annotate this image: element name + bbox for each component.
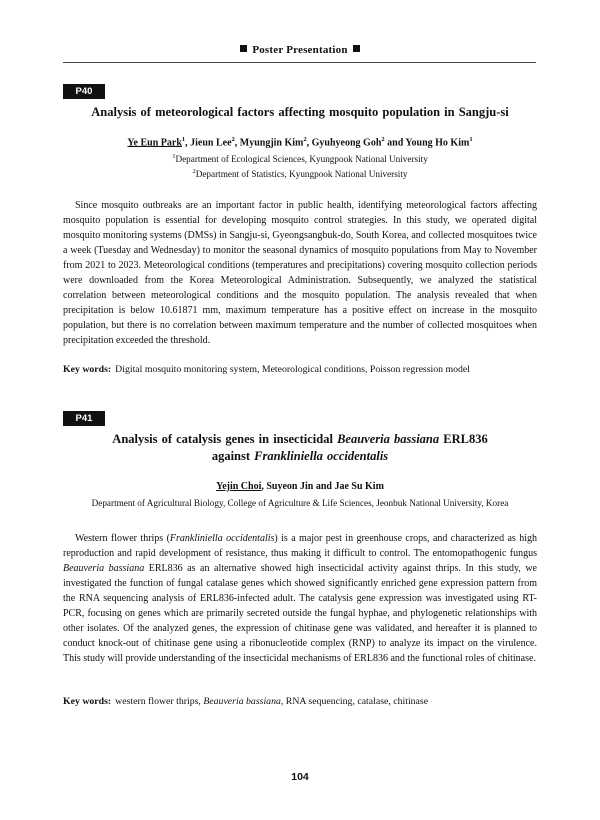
author-sup: 1 (469, 136, 473, 143)
p40-affiliations (30, 151, 570, 180)
abstract-species: Beauveria bassiana (63, 563, 145, 574)
affiliation-line (30, 166, 570, 181)
author-names: , Suyeon Jin and Jae Su Kim (261, 481, 384, 492)
author-sup: 2 (231, 136, 235, 143)
abstract-text: ) is a major pest in greenhouse crops, and characterized as high reproduction and rapid development of resistance, thus making it difficult to control. The entomopathogenic fungus (63, 533, 537, 559)
p40-title: Analysis of meteorological factors affecting mosquito population in Sangju-si (91, 105, 509, 119)
title-species: Beauveria bassiana (337, 432, 440, 446)
abstract-species: Frankliniella occidentalis (169, 533, 275, 544)
p40-keywords (63, 363, 537, 376)
abstract-paragraph: Since mosquito outbreaks are an important factor in public health, identifying meteorological factors affecting mosquito population is essential for developing mosquito control strategies. In this study, we operated digital mosquito monitoring systems (DMSs) in Sangju-si, Gyeongsangbuk-do, South Korea, and collected mosquitoes twice a week (Tuesday and Wednesday) to monitor the seasonal dynamics of mosquito populations from May to November from 2021 to 2023. Meteorological conditions (temperatures and precipitations) covering mosquito collection periods were downloaded from the Korea Meteorological Administration. Subsequently, we analyzed the statistical correlation between meteorological conditions and the mosquito population. The analysis revealed that when precipitation is below 10.61871 mm, maximum temperature has a positive effect on increase in the mosquito population, but there is no correlation between maximum temperature and the number of collected mosquitoes when precipitation exceeded the threshold. (63, 200, 537, 346)
author-name: Ye Eun Park (127, 137, 182, 149)
poster-tag-p40: P40 (63, 84, 105, 99)
abstract-text: ERL836 as an alternative showed high insecticidal activity against thrips. In this study, we investigated the function of fungal catalase genes which showed significantly enriched gene expression pattern from the RNA sequencing analysis of ERL836-infected adult. The catalysis gene expression was investigated using RT-PCR, focusing on genes which are primarily secreted outside the fungal hyphae, and phylogenetic relationships with other isolates. Of the analyzed genes, the expression of chitinase gene was validated, and hereafter it is planned to conduct knock-out of chitinase gene using a ribonucleotide complex (RNP) to analyze its impact on the virulence. This study will provide understanding of the insecticidal mechanisms of ERL836 and the functional roles of chitinase. (63, 563, 538, 664)
p41-title (40, 431, 560, 465)
p41-abstract (63, 531, 537, 666)
author-name: Gyuhyeong Goh (311, 137, 382, 149)
title-line (40, 448, 560, 465)
author-separator: and (384, 137, 406, 149)
keywords-text: Digital mosquito monitoring system, Meteorological conditions, Poisson regression model (115, 364, 471, 375)
author-separator: , (185, 137, 191, 149)
affiliation-sup: 2 (192, 167, 196, 175)
author-sup: 2 (381, 136, 385, 143)
p40-abstract (63, 198, 537, 348)
author-name: Myungjin Kim (239, 137, 304, 149)
title-text: Analysis of catalysis genes in insecticidal (112, 432, 338, 446)
abstract-paragraph (63, 531, 537, 666)
author-name: Young Ho Kim (405, 137, 470, 149)
author-name: Yejin Choi (216, 481, 262, 492)
author-sup: 1 (181, 136, 186, 143)
author-sup: 2 (303, 136, 307, 143)
affiliation-text: Department of Statistics, Kyungpook National University (195, 168, 408, 179)
header-title: Poster Presentation (252, 44, 348, 56)
title-species: Frankliniella occidentalis (254, 449, 389, 463)
author-separator: , (234, 137, 240, 149)
title-text: ERL836 (439, 432, 488, 446)
p40-authors (40, 136, 560, 148)
p41-authors (40, 481, 560, 492)
poster-tag-p41: P41 (63, 411, 105, 426)
keywords-species: Beauveria bassiana (203, 696, 281, 707)
title-text: against (211, 449, 255, 463)
keywords-text: western flower thrips, (115, 696, 204, 707)
title-line (40, 431, 560, 448)
p41-affiliation: Department of Agricultural Biology, College of Agriculture & Life Sciences, Jeonbuk National University, Korea (91, 498, 509, 508)
affiliation-line (30, 151, 570, 166)
keywords-label: Key words: (63, 696, 112, 707)
author-separator: , (306, 137, 312, 149)
p41-keywords (63, 695, 537, 708)
keywords-text: , RNA sequencing, catalase, chitinase (280, 696, 429, 707)
square-bullet-icon (353, 45, 360, 52)
keywords-label: Key words: (63, 364, 112, 375)
affiliation-sup: 1 (172, 153, 176, 160)
page-number: 104 (291, 771, 309, 783)
header-divider (63, 62, 536, 63)
author-name: Jieun Lee (190, 137, 232, 149)
running-header (0, 44, 600, 56)
square-bullet-icon (240, 45, 247, 52)
affiliation-text: Department of Ecological Sciences, Kyungpook National University (175, 154, 428, 165)
abstract-text: Western flower thrips ( (75, 533, 170, 544)
